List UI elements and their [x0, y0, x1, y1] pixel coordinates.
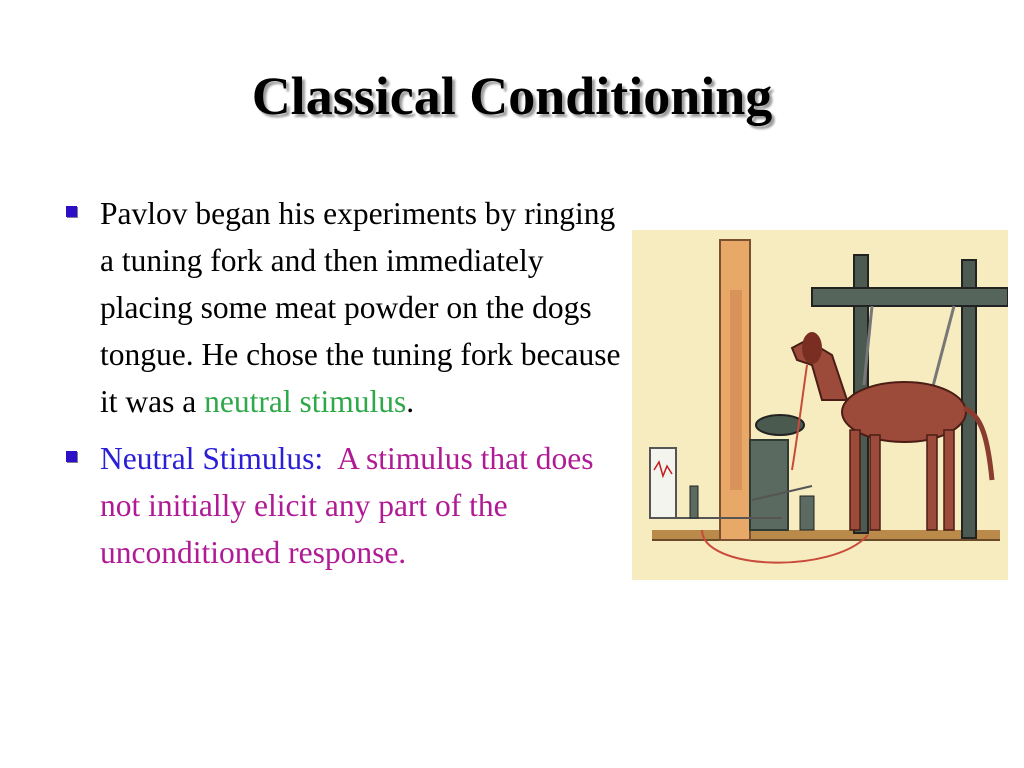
pavlov-apparatus-icon: [632, 230, 1008, 580]
bullet-neutral-stimulus-definition: [62, 435, 632, 576]
highlight-neutral-stimulus: neutral stimulus: [204, 384, 407, 419]
bullet-pavlov-experiment: [62, 190, 632, 425]
definition-text: A stimulus that does not initially elicit any part of the unconditioned response.: [100, 441, 594, 570]
bullet-text-end: .: [406, 384, 415, 419]
definition-term: Neutral Stimulus:: [100, 441, 324, 476]
pavlov-dog-illustration: [632, 230, 1008, 580]
bullet-marker-icon: [66, 451, 77, 462]
bullet-list: [62, 190, 632, 576]
bullet-text: Pavlov began his experiments by ringing a tuning fork and then immediately placing some meat powder on the dogs tongue. He chose the tuning fork because it was a: [100, 196, 621, 419]
slide-title: Classical Conditioning: [251, 66, 773, 126]
bullet-marker-icon: [66, 206, 77, 217]
